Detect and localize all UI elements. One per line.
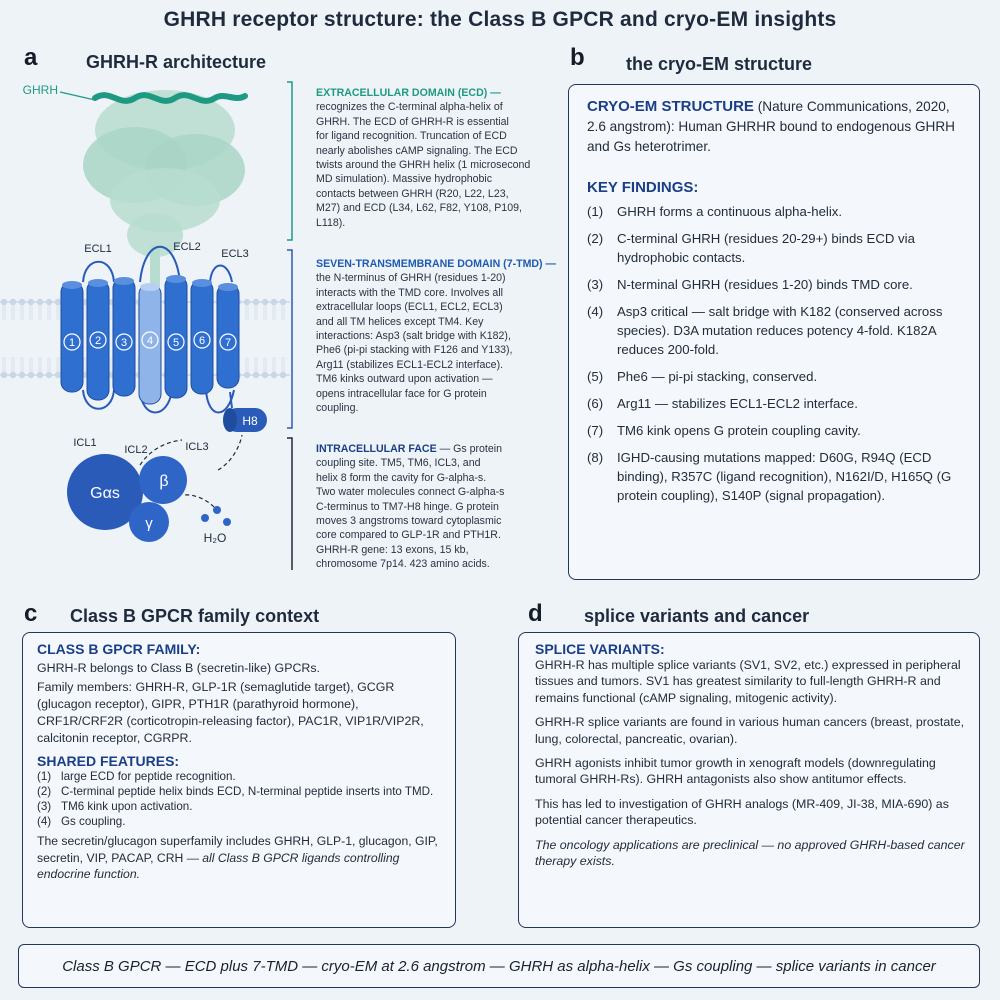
tm-helix-number: 1 — [68, 337, 76, 349]
tm-helix-number: 7 — [224, 337, 232, 349]
ecd-blob — [83, 90, 245, 300]
list-item — [587, 394, 965, 413]
list-item-text: large ECD for peptide recognition. — [61, 770, 236, 783]
list-item — [587, 448, 965, 505]
list-item-text: TM6 kink upon activation. — [61, 800, 193, 813]
annotation-line: GHRH. The ECD of GHRH-R is essential — [316, 115, 509, 128]
ecd-annotation — [316, 86, 566, 230]
tm-helix-7 — [217, 283, 239, 388]
list-item-text: Gs coupling. — [61, 815, 126, 828]
tm-helix-1 — [61, 281, 83, 392]
summary-footer: Class B GPCR — ECD plus 7-TMD — cryo-EM at 2.6 angstrom — GHRH as alpha-helix — Gs coupling — splice variants in cancer — [18, 944, 980, 988]
panel-d-letter: d — [528, 600, 543, 627]
annotation-line: helix 8 form the cavity for G-alpha-s. — [316, 471, 487, 484]
splice-closing: The oncology applications are preclinical — no approved GHRH-based cancer therapy exists. — [535, 837, 965, 869]
list-item-text: TM6 kink opens G protein coupling cavity. — [617, 423, 861, 438]
tm-helix-number: 5 — [172, 337, 180, 349]
annotation-line: GHRH-R gene: 13 exons, 15 kb, — [316, 543, 469, 556]
panel-c-title: Class B GPCR family context — [70, 606, 320, 626]
list-item — [587, 275, 965, 294]
panel-c-letter: c — [24, 600, 38, 627]
g-beta-label: β — [159, 473, 169, 490]
list-item-text: C-terminal peptide helix binds ECD, N-terminal peptide inserts into TMD. — [61, 785, 434, 798]
tm-helix-number: 3 — [120, 337, 128, 349]
water-label: H₂O — [203, 531, 227, 545]
list-item-text: GHRH forms a continuous alpha-helix. — [617, 204, 843, 219]
tmd-bracket — [287, 250, 292, 428]
family-text-2: Family members: GHRH-R, GLP-1R (semaglutide target), GCGR (glucagon receptor), GIPR, PTH1R (parathyroid hormone), CRF1R/CRF2R (corticotropin-releasing factor), PAC1R, VIP1R/VIP2R, calcitonin receptor, CGRPR. — [37, 680, 424, 745]
shared-features-list — [37, 769, 443, 829]
tm-helix-number: 4 — [146, 335, 154, 347]
annotation-line: L118). — [316, 216, 346, 229]
superfamily-main: The secretin/glucagon superfamily includes GHRH, GLP-1, glucagon, GIP, secretin, VIP, PACAP, CRH — [37, 834, 438, 865]
panel-a-title: GHRH-R architecture — [86, 52, 267, 72]
splice-header: SPLICE VARIANTS: — [535, 641, 665, 657]
annotation-line: Arg11 (stabilizes ECL1-ECL2 interface). — [316, 358, 504, 371]
list-item-number: (4) — [587, 304, 604, 319]
annotation-line: coupling site. TM5, TM6, ICL3, and — [316, 457, 481, 470]
g-gamma-label: γ — [145, 515, 153, 532]
annotation-line: MD simulation). Massive hydrophobic — [316, 173, 493, 186]
annotation-line: TM6 kinks outward upon activation — — [316, 373, 493, 386]
list-item-number: (6) — [587, 396, 604, 411]
ecl3-label: ECL3 — [221, 248, 249, 260]
tm-helix-4 — [139, 283, 161, 404]
water-molecules — [201, 506, 231, 526]
list-item-number: (1) — [587, 204, 604, 219]
splice-paragraph: GHRH-R splice variants are found in various human cancers (breast, prostate, lung, colorectal, pancreatic, ovarian). — [535, 715, 965, 746]
annotation-line: core compared to GLP-1R and PTH1R. — [316, 529, 501, 542]
annotation-line: twists around the GHRH helix (1 microsecond — [316, 159, 531, 172]
list-item-text: Asp3 critical — salt bridge with K182 (conserved across species). D3A mutation reduces potency 4-fold. K182A reduces 200-fold. — [617, 304, 943, 357]
annotation-line: extracellular loops (ECL1, ECL2, ECL3) — [316, 301, 503, 314]
panel-a-letter: a — [24, 44, 38, 71]
tm-helix-2 — [87, 279, 109, 400]
key-findings-header: KEY FINDINGS: — [587, 179, 699, 196]
splice-paragraph: This has led to investigation of GHRH analogs (MR-409, JI-38, MIA-690) as potential cancer therapeutics. — [535, 796, 949, 828]
list-item — [587, 302, 965, 359]
ghrh-label: GHRH — [22, 83, 58, 97]
class-b-family-box — [22, 632, 456, 928]
tm-helices — [61, 275, 239, 404]
list-item-number: (3) — [587, 277, 604, 292]
annotation-line: C-terminus to TM7-H8 hinge. G protein — [316, 500, 499, 513]
annotation-line: chromosome 7p14. 423 amino acids. — [316, 558, 490, 571]
list-item — [37, 784, 443, 799]
annotation-line: interacts with the TMD core. Involves all — [316, 286, 504, 299]
list-item-number: (2) — [587, 231, 604, 246]
annotation-line: Two water molecules connect G-alpha-s — [316, 486, 505, 499]
list-item — [37, 769, 443, 784]
annotation-line: and all TM helices except TM4. Key — [316, 315, 484, 328]
intra-lead: INTRACELLULAR FACE — [316, 443, 437, 455]
panel-b-letter: b — [570, 44, 585, 71]
h8-label: H8 — [242, 414, 258, 428]
intra-lead-rest: — Gs protein — [436, 443, 503, 455]
helix-8 — [223, 408, 267, 432]
family-text-1: GHRH-R belongs to Class B (secretin-like) GPCRs. — [37, 661, 320, 675]
icl1-label: ICL1 — [73, 437, 97, 449]
panel-b-title: the cryo-EM structure — [626, 54, 813, 74]
splice-paragraph: GHRH-R has multiple splice variants (SV1, SV2, etc.) expressed in peripheral tissues and tumors. SV1 has greatest similarity to full-length GHRH-R and remains functional (cAMP signaling, mitogenic activity). — [535, 658, 961, 705]
tmd-annotation — [316, 257, 566, 415]
annotation-line: nearly abolishes cAMP signaling. The ECD — [316, 144, 518, 157]
water-arrow — [184, 495, 214, 507]
shared-header: SHARED FEATURES: — [37, 753, 180, 769]
cryo-em-box — [568, 84, 980, 580]
list-item — [37, 814, 443, 829]
icl2-label: ICL2 — [124, 444, 148, 456]
splice-paragraph: GHRH agonists inhibit tumor growth in xenograft models (downregulating tumoral GHRH-Rs). GHRH antagonists also show antitumor effects. — [535, 756, 936, 787]
page-title: GHRH receptor structure: the Class B GPCR and cryo-EM insights — [163, 8, 837, 31]
ecd-lead: EXTRACELLULAR DOMAIN (ECD) — — [316, 87, 501, 99]
g-protein — [67, 454, 187, 542]
cryo-em-text: (Nature Communications, 2020, 2.6 angstrom): Human GHRHR bound to endogenous GHRH and Gs heterotrimer. — [587, 99, 955, 154]
list-item-text: Arg11 — stabilizes ECL1-ECL2 interface. — [617, 396, 858, 411]
list-item — [37, 799, 443, 814]
icl3-label: ICL3 — [185, 441, 209, 453]
annotation-line: coupling. — [316, 402, 359, 415]
g-alpha-label: Gαs — [90, 485, 120, 502]
list-item-number: (4) — [37, 815, 52, 828]
annotation-line: opens intracellular face for G protein — [316, 387, 487, 400]
list-item — [587, 421, 965, 440]
list-item-number: (8) — [587, 450, 604, 465]
list-item-number: (2) — [37, 785, 52, 798]
tm-helix-5 — [165, 275, 187, 398]
list-item-text: C-terminal GHRH (residues 20-29+) binds ECD via hydrophobic contacts. — [617, 231, 915, 265]
list-item — [587, 367, 965, 386]
annotation-line: interactions: Asp3 (salt bridge with K182), — [316, 330, 511, 343]
ecl2-label: ECL2 — [173, 241, 201, 253]
ghrh-receptor-diagram — [0, 70, 300, 570]
list-item-number: (5) — [587, 369, 604, 384]
h8-arrow — [218, 435, 242, 470]
annotation-line: the N-terminus of GHRH (residues 1-20) — [316, 272, 506, 285]
annotation-line: for ligand recognition. Truncation of ECD — [316, 130, 507, 143]
family-header: CLASS B GPCR FAMILY: — [37, 641, 201, 657]
tm-helix-6 — [191, 279, 213, 394]
list-item-text: N-terminal GHRH (residues 1-20) binds TMD core. — [617, 277, 913, 292]
splice-paragraphs — [535, 657, 967, 829]
superfamily-italic: — all Class B GPCR ligands controlling endocrine function. — [37, 850, 400, 881]
annotation-line: Phe6 (pi-pi stacking with F126 and Y133), — [316, 344, 513, 357]
ecd-bracket — [287, 82, 292, 240]
list-item-text: IGHD-causing mutations mapped: D60G, R94Q (ECD binding), R357C (ligand recognition), N162I/D, H165Q (G protein coupling), S140P (signal propagation). — [617, 450, 952, 503]
list-item — [587, 229, 965, 267]
annotation-line: M27) and ECD (L34, L62, F82, Y108, P109, — [316, 202, 522, 215]
list-item — [587, 202, 965, 221]
intra-annotation — [316, 442, 566, 572]
annotation-line: recognizes the C-terminal alpha-helix of — [316, 101, 503, 114]
superfamily-text — [37, 833, 443, 883]
splice-variants-box — [518, 632, 980, 928]
panel-d-title: splice variants and cancer — [584, 606, 810, 626]
tm-helix-3 — [113, 277, 135, 396]
tmd-lead: SEVEN-TRANSMEMBRANE DOMAIN (7-TMD) — — [316, 258, 557, 270]
ecl1-label: ECL1 — [84, 243, 112, 255]
annotation-line: contacts between GHRH (R20, L22, L23, — [316, 187, 509, 200]
list-item-number: (1) — [37, 770, 52, 783]
tm-helix-number: 2 — [94, 335, 102, 347]
key-findings-list — [587, 202, 965, 505]
annotation-line: moves 3 angstroms toward cytoplasmic — [316, 515, 502, 528]
cryo-em-lead: CRYO-EM STRUCTURE — [587, 98, 754, 115]
list-item-text: Phe6 — pi-pi stacking, conserved. — [617, 369, 818, 384]
list-item-number: (3) — [37, 800, 52, 813]
intra-bracket — [287, 438, 292, 570]
list-item-number: (7) — [587, 423, 604, 438]
tm-helix-number: 6 — [198, 335, 206, 347]
ghrh-pointer — [60, 92, 95, 100]
